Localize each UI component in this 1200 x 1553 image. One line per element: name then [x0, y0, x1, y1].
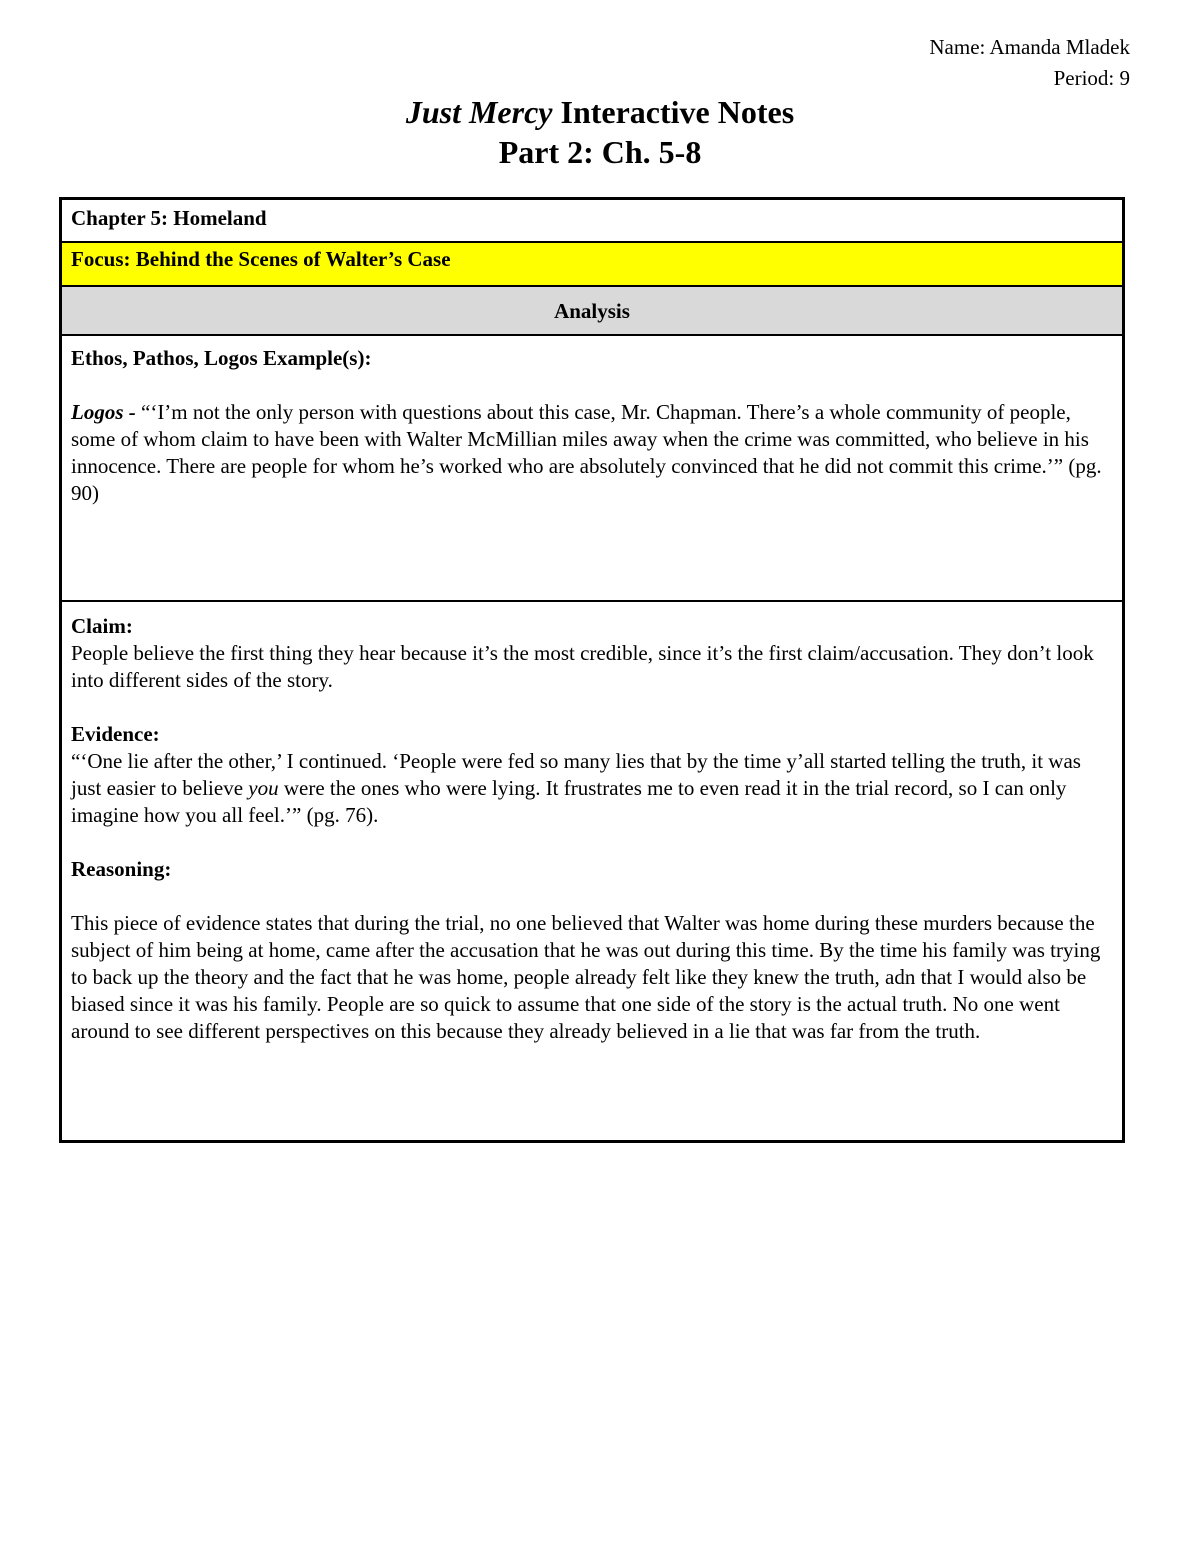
book-title: Just Mercy	[405, 94, 553, 130]
analysis-header: Analysis	[554, 299, 630, 323]
student-info	[929, 32, 1130, 94]
notes-table	[59, 197, 1125, 1143]
document-title	[0, 92, 1200, 172]
appeal-type: Logos -	[71, 400, 141, 424]
appeals-example	[71, 399, 1113, 507]
claim-text: People believe the first thing they hear because it’s the most credible, since it’s the first claim/accusation. They don’t look into different sides of the story.	[71, 641, 1094, 692]
evidence-label: Evidence:	[71, 722, 160, 746]
reasoning-text: This piece of evidence states that during the trial, no one believed that Walter was home during these murders because the subject of him being at home, came after the accusation that he was out during this time. By the time his family was trying to back up the theory and the fact that he was home, people already felt like they knew the truth, adn that I would also be biased since it was his family. People are so quick to assume that one side of the story is the actual truth. No one went around to see different perspectives on this because they already believed in a lie that was far from the truth.	[71, 911, 1101, 1043]
reasoning-label: Reasoning:	[71, 857, 172, 881]
evidence-emphasis: you	[248, 776, 279, 800]
evidence-text-before: “‘One lie after the other,’ I continued. ‘People were fed so many lies that by the time y’all started telling the truth, it was just easier to believe	[71, 749, 1081, 800]
student-name: Name: Amanda Mladek	[929, 35, 1130, 59]
title-line	[0, 92, 1200, 132]
spacer	[71, 883, 1113, 910]
analysis-header-row	[62, 287, 1122, 336]
spacer	[71, 694, 1113, 721]
focus-row	[62, 243, 1122, 287]
class-period: Period: 9	[1053, 66, 1130, 90]
chapter-title: Chapter 5: Homeland	[71, 206, 267, 230]
title-rest: Interactive Notes	[552, 94, 795, 130]
appeals-label: Ethos, Pathos, Logos Example(s):	[71, 346, 372, 370]
spacer	[71, 372, 1113, 399]
chapter-row	[62, 200, 1122, 243]
claim-label: Claim:	[71, 614, 133, 638]
focus-title: Focus: Behind the Scenes of Walter’s Case	[71, 247, 451, 271]
subtitle: Part 2: Ch. 5-8	[498, 134, 702, 170]
appeal-quote: “‘I’m not the only person with questions about this case, Mr. Chapman. There’s a whole community of people, some of whom claim to have been with Walter McMillian miles away when the crime was committed, who believe in his innocence. There are people for whom he’s worked who are absolutely convinced that he did not commit this crime.’” (pg. 90)	[71, 400, 1102, 505]
claim-evidence-reasoning-cell	[62, 602, 1122, 1140]
evidence-text-after: were the ones who were lying. It frustrates me to even read it in the trial record, so I can only imagine how you all feel.’” (pg. 76).	[71, 776, 1067, 827]
appeals-cell	[62, 336, 1122, 602]
spacer	[71, 829, 1113, 856]
evidence-text	[71, 748, 1113, 829]
